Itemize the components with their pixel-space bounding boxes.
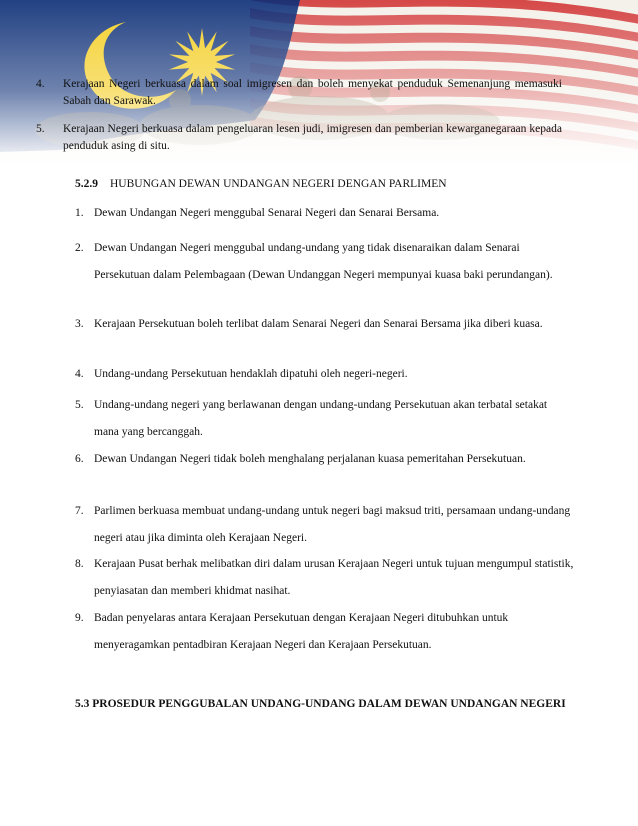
section-title: HUBUNGAN DEWAN UNDANGAN NEGERI DENGAN PARLIMEN — [110, 178, 447, 190]
list-item-number: 9. — [75, 612, 84, 624]
list-item-text: Dewan Undangan Negeri tidak boleh menghalang perjalanan kuasa pemeritahan Persekutuan. — [94, 453, 526, 465]
list-item-text: Dewan Undangan Negeri menggubal Senarai Negeri dan Senarai Bersama. — [94, 207, 440, 219]
list-item-text: Undang-undang negeri yang berlawanan dengan undang-undang Persekutuan akan terbatal setakat mana yang bercanggah. — [94, 399, 548, 438]
list-item-number: 8. — [75, 558, 84, 570]
list-item-number: 3. — [75, 318, 84, 330]
section-number: 5.2.9 — [75, 178, 98, 190]
list-item-text: Kerajaan Pusat berhak melibatkan diri dalam urusan Kerajaan Negeri untuk tujuan mengumpul statistik, penyiasatan dan memberi khidmat nasihat. — [94, 558, 574, 597]
list-item-text: Undang-undang Persekutuan hendaklah dipatuhi oleh negeri-negeri. — [94, 368, 408, 380]
list-item-text: Dewan Undangan Negeri menggubal undang-undang yang tidak disenaraikan dalam Senarai Persekutuan dalam Pelembagaan (Dewan Undanggan Negeri mempunyai kuasa baki perundangan). — [94, 242, 553, 281]
list-item-number: 7. — [75, 505, 84, 517]
list-item-number: 5. — [36, 123, 45, 135]
list-item-number: 4. — [75, 368, 84, 380]
list-item-number: 2. — [75, 242, 84, 254]
list-item-number: 1. — [75, 207, 84, 219]
list-item-text: Kerajaan Persekutuan boleh terlibat dalam Senarai Negeri dan Senarai Bersama jika diberi kuasa. — [94, 318, 543, 330]
list-item-text: Kerajaan Negeri berkuasa dalam pengeluaran lesen judi, imigresen dan pemberian kewarganegaraan kepada penduduk asing di situ. — [63, 123, 562, 152]
list-item-number: 5. — [75, 399, 84, 411]
section-heading — [75, 176, 447, 192]
section-heading-bold: 5.3 PROSEDUR PENGGUBALAN UNDANG-UNDANG DALAM DEWAN UNDANGAN NEGERI — [75, 698, 566, 710]
list-item-text: Kerajaan Negeri berkuasa dalam soal imigresen dan boleh menyekat penduduk Semenanjung memasuki Sabah dan Sarawak. — [63, 78, 562, 107]
list-item-number: 6. — [75, 453, 84, 465]
list-item-text: Parlimen berkuasa membuat undang-undang untuk negeri bagi maksud triti, persamaan undang-undang negeri atau jika diminta oleh Kerajaan Negeri. — [94, 505, 571, 544]
list-item-text: Badan penyelaras antara Kerajaan Persekutuan dengan Kerajaan Negeri ditubuhkan untuk menyeragamkan pentadbiran Kerajaan Negeri dan Kerajaan Persekutuan. — [94, 612, 509, 651]
list-item-number: 4. — [36, 78, 45, 90]
